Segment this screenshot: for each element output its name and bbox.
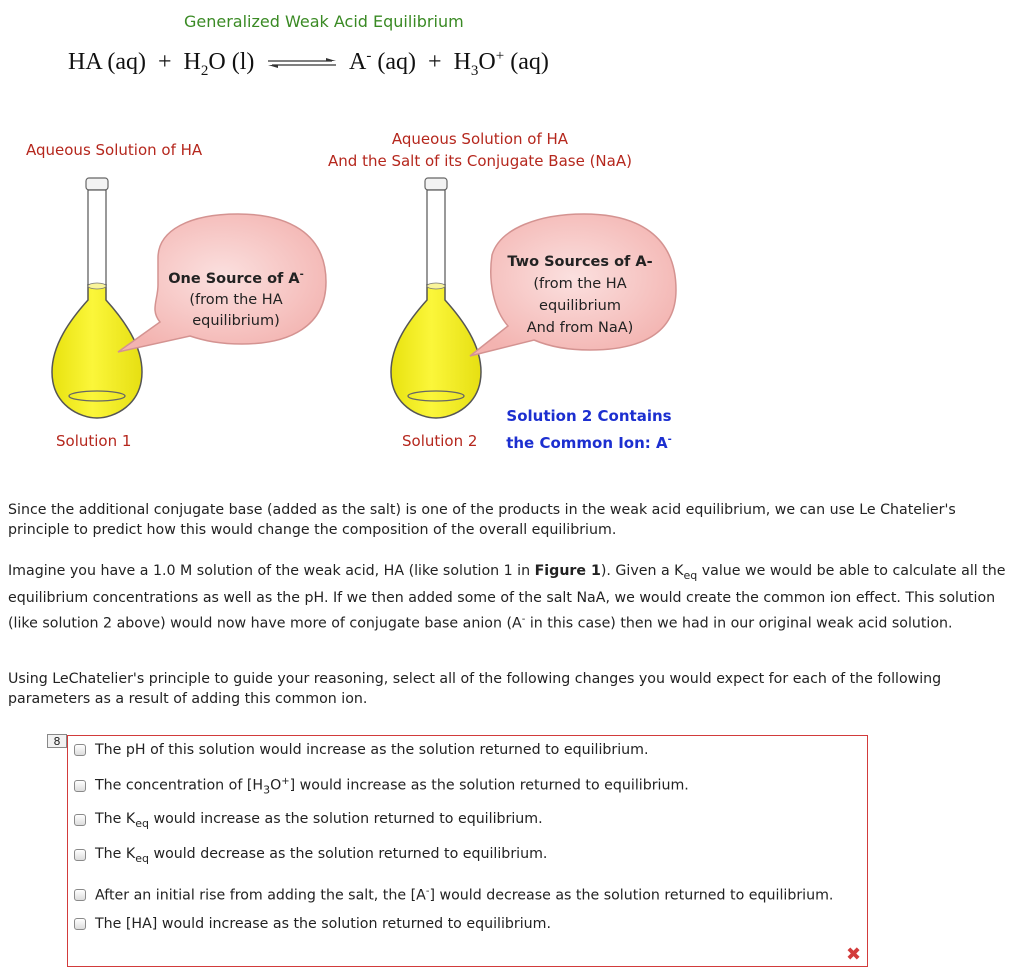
eq-plus-2: + (428, 49, 442, 75)
option-1[interactable]: The pH of this solution would increase as the solution returned to equilibrium. (74, 742, 649, 758)
left-heading: Aqueous Solution of HA (26, 141, 203, 159)
eq-plus-1: + (157, 49, 172, 75)
option-3[interactable]: The $K_{eq}$ would increase as the solution returned to equilibrium. (74, 811, 543, 830)
paragraph-2: Imagine you have a 1.0 M solution of the weak acid, HA (like solution 1 in Figure 1). Given a $K_{eq}$ value we would be able to calculate all the equilibrium concentrations as well as the pH. If we then added some of the salt NaA, we would create the common ion effect. This solution (like solution 2 above) would now have more of conjugate base anion (A- in this case) then we had in our original weak acid solution. (8, 563, 1006, 632)
solution-2-label: Solution 2 (402, 432, 478, 450)
figure-illustration (0, 0, 1024, 470)
paragraph-1: Since the additional conjugate base (added as the salt) is one of the products in the weak acid equilibrium, we can use Le Chatelier's principle to predict how this would change the composition of the overall equilibrium. (8, 502, 956, 538)
right-heading: Aqueous Solution of HA And the Salt of its Conjugate Base (NaA) (328, 130, 632, 170)
eq-reactant-water: $H_2O$ (l) (183, 49, 255, 79)
eq-reactant-ha: HA (aq) (68, 49, 146, 75)
eq-product-anion: A- (aq) (349, 48, 417, 75)
option-1-checkbox[interactable] (74, 744, 86, 756)
bubble-1-text: One Source of A- (from the HA equilibrium) (168, 269, 304, 329)
option-3-checkbox[interactable] (74, 814, 86, 826)
paragraph-3: Using LeChatelier's principle to guide your reasoning, select all of the following changes you would expect for each of the following parameters as a result of adding this common ion. (8, 671, 942, 707)
option-6-checkbox[interactable] (74, 918, 86, 930)
common-ion-note: Solution 2 Contains the Common Ion: A- (506, 407, 672, 452)
incorrect-icon: ✖ (846, 944, 862, 965)
option-5-checkbox[interactable] (74, 889, 86, 901)
eq-product-hydronium: $H_3O^+$ (aq) (453, 48, 549, 79)
solution-1-label: Solution 1 (56, 432, 132, 450)
option-2-checkbox[interactable] (74, 780, 86, 792)
option-5[interactable]: After an initial rise from adding the salt, the [A-] would decrease as the solution returned to equilibrium. (74, 886, 833, 904)
question-number: 8 (47, 734, 67, 748)
figure-title: Generalized Weak Acid Equilibrium (184, 12, 464, 31)
option-4[interactable]: The $K_{eq}$ would decrease as the solution returned to equilibrium. (74, 846, 547, 865)
option-2[interactable]: The concentration of $[H_3O^+]$ would increase as the solution returned to equilibrium. (74, 776, 689, 797)
flask-1-icon (52, 178, 142, 418)
bubble-2-text: Two Sources of A- (from the HA equilibrium And from NaA) (507, 254, 653, 336)
flask-2-icon (391, 178, 481, 418)
option-4-checkbox[interactable] (74, 849, 86, 861)
option-6[interactable]: The [HA] would increase as the solution returned to equilibrium. (74, 916, 551, 932)
